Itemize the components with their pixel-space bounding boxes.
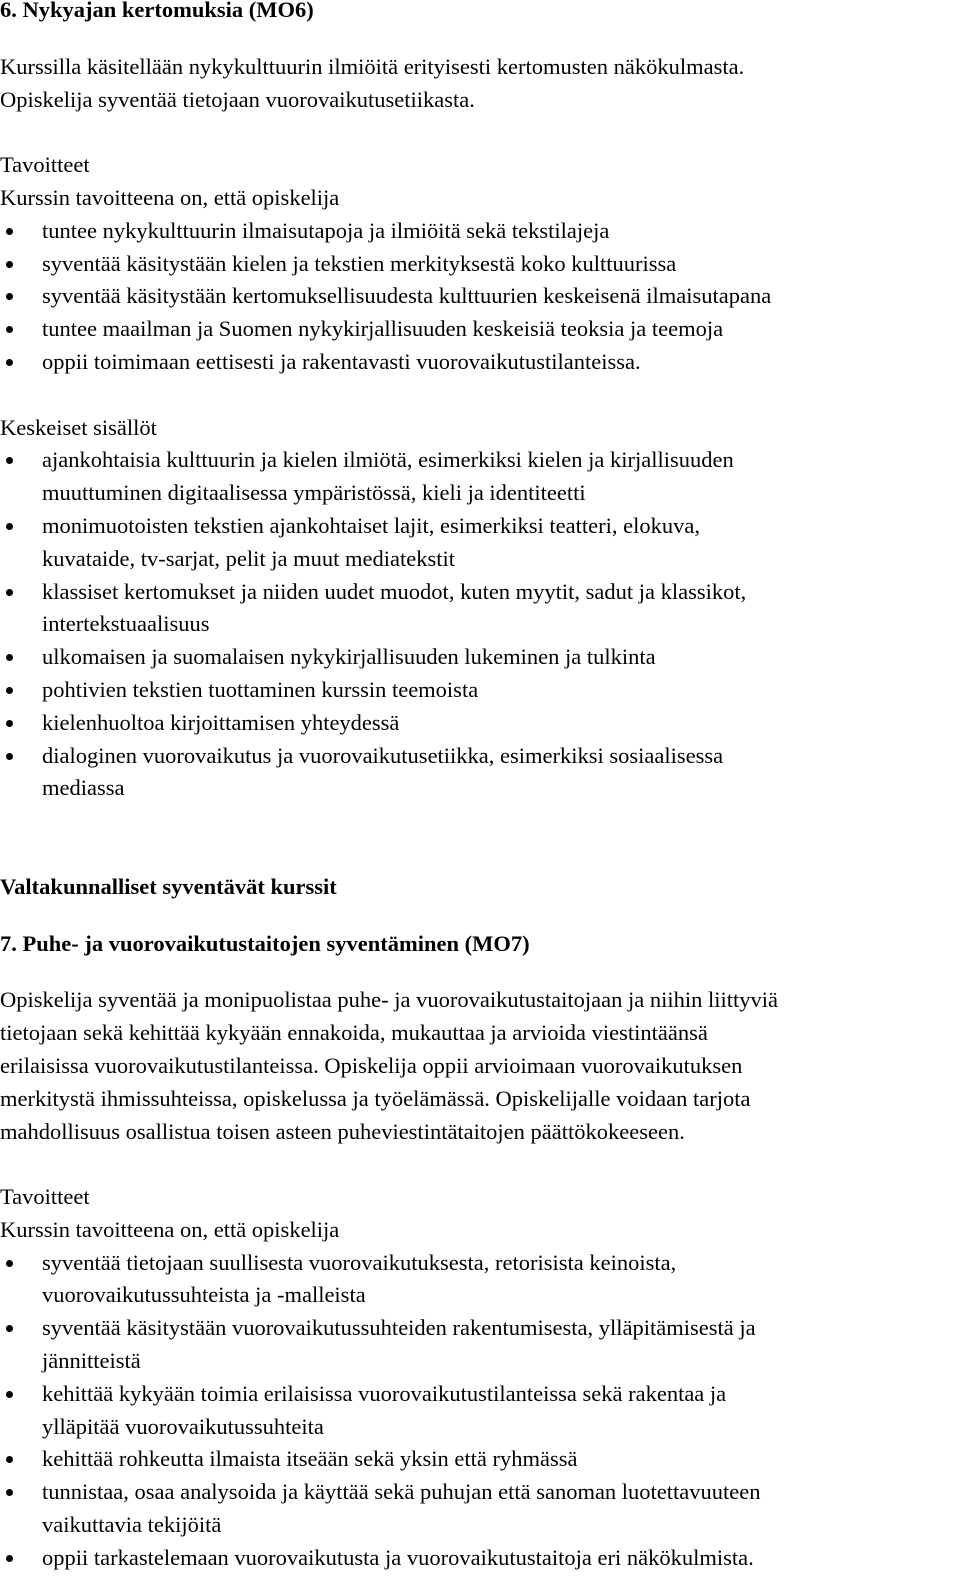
contents-label: Keskeiset sisällöt <box>0 414 157 440</box>
bullet-icon <box>6 1489 13 1496</box>
bullet-icon <box>6 326 13 333</box>
list-item-text: ajankohtaisia kulttuurin ja kielen ilmiötä, esimerkiksi kielen ja kirjallisuuden <box>42 447 734 473</box>
list-item <box>0 215 960 248</box>
intro-line: Opiskelija syventää ja monipuolistaa puhe- ja vuorovaikutustaitojaan ja niihin liittyviä <box>0 987 778 1013</box>
list-item-text: kielenhuoltoa kirjoittamisen yhteydessä <box>42 709 400 735</box>
spacer <box>0 904 960 928</box>
list-item-text: oppii tarkastelemaan vuorovaikutusta ja vuorovaikutustaitoja eri näkökulmista. <box>42 1544 754 1570</box>
bullet-icon <box>6 228 13 235</box>
list-item <box>0 1443 960 1476</box>
list-item-text: tuntee nykykulttuurin ilmaisutapoja ja ilmiöitä sekä tekstilajeja <box>42 217 610 243</box>
bullet-icon <box>6 1456 13 1463</box>
bullet-icon <box>6 1555 13 1562</box>
list-item-text: oppii toimimaan eettisesti ja rakentavasti vuorovaikutustilanteissa. <box>42 348 641 374</box>
section-6-heading: 6. Nykyajan kertomuksia (MO6) <box>0 0 314 22</box>
list-item <box>0 641 960 674</box>
spacer <box>0 116 960 149</box>
list-item-text-cont: vuorovaikutussuhteista ja -malleista <box>42 1282 366 1308</box>
list-item <box>0 346 960 379</box>
bullet-icon <box>6 1325 13 1332</box>
bullet-icon <box>6 261 13 268</box>
intro-line: Opiskelija syventää tietojaan vuorovaikutusetiikasta. <box>0 86 475 112</box>
list-item-text: syventää käsitystään vuorovaikutussuhteiden rakentumisesta, ylläpitämisestä ja <box>42 1315 756 1341</box>
spacer <box>0 1148 960 1181</box>
bullet-icon <box>6 687 13 694</box>
list-item-text: monimuotoisten tekstien ajankohtaiset lajit, esimerkiksi teatteri, elokuva, <box>42 512 700 538</box>
list-item-text-cont: intertekstuaalisuus <box>42 611 210 637</box>
section-6-contents-list <box>0 444 960 805</box>
bullet-icon <box>6 293 13 300</box>
list-item <box>0 248 960 281</box>
list-item <box>0 740 960 806</box>
bullet-icon <box>6 1391 13 1398</box>
list-item <box>0 510 960 576</box>
list-item <box>0 576 960 642</box>
spacer <box>0 27 960 51</box>
list-item <box>0 674 960 707</box>
list-item-text: tuntee maailman ja Suomen nykykirjallisuuden keskeisiä teoksia ja teemoja <box>42 316 724 342</box>
spacer <box>0 379 960 412</box>
list-item <box>0 280 960 313</box>
list-item-text-cont: vaikuttavia tekijöitä <box>42 1512 222 1538</box>
list-item-text: syventää käsitystään kertomuksellisuudesta kulttuurien keskeisenä ilmaisutapana <box>42 283 772 309</box>
list-item-text: pohtivien tekstien tuottaminen kurssin teemoista <box>42 676 479 702</box>
list-item-text: klassiset kertomukset ja niiden uudet muodot, kuten myytit, sadut ja klassikot, <box>42 578 747 604</box>
list-item <box>0 1378 960 1444</box>
intro-line: erilaisissa vuorovaikutustilanteissa. Opiskelija oppii arvioimaan vuorovaikutuksen <box>0 1052 743 1078</box>
intro-line: tietojaan sekä kehittää kykyään ennakoida, mukauttaa ja arvioida viestintäänsä <box>0 1020 708 1046</box>
bullet-icon <box>6 359 13 366</box>
goals-lead: Kurssin tavoitteena on, että opiskelija <box>0 1216 340 1242</box>
list-item-text: dialoginen vuorovaikutus ja vuorovaikutusetiikka, esimerkiksi sosiaalisessa <box>42 742 724 768</box>
bullet-icon <box>6 457 13 464</box>
list-item-text-cont: jännitteistä <box>42 1348 141 1374</box>
list-item <box>0 313 960 346</box>
list-item-text-cont: kuvataide, tv-sarjat, pelit ja muut mediatekstit <box>42 545 456 571</box>
list-item-text: kehittää kykyään toimia erilaisissa vuorovaikutustilanteissa sekä rakentaa ja <box>42 1380 727 1406</box>
list-item <box>0 444 960 510</box>
section-7-goals-list <box>0 1247 960 1575</box>
list-item <box>0 707 960 740</box>
list-item-text-cont: ylläpitää vuorovaikutussuhteita <box>42 1413 324 1439</box>
list-item <box>0 1247 960 1313</box>
section-7-heading: 7. Puhe- ja vuorovaikutustaitojen syventäminen (MO7) <box>0 930 530 956</box>
list-item-text: tunnistaa, osaa analysoida ja käyttää sekä puhujan että sanoman luotettavuuteen <box>42 1479 761 1505</box>
goals-label: Tavoitteet <box>0 152 90 178</box>
list-item <box>0 1542 960 1575</box>
bullet-icon <box>6 523 13 530</box>
bullet-icon <box>6 720 13 727</box>
section-6-intro <box>0 51 960 117</box>
goals-label: Tavoitteet <box>0 1184 90 1210</box>
spacer <box>0 960 960 984</box>
list-item-text: syventää tietojaan suullisesta vuorovaikutuksesta, retorisista keinoista, <box>42 1249 677 1275</box>
list-item <box>0 1476 960 1542</box>
bullet-icon <box>6 753 13 760</box>
list-item-text-cont: mediassa <box>42 775 125 801</box>
spacer <box>0 805 960 871</box>
goals-lead: Kurssin tavoitteena on, että opiskelija <box>0 184 340 210</box>
intro-line: mahdollisuus osallistua toisen asteen puheviestintätaitojen päättökokeeseen. <box>0 1118 685 1144</box>
section-7-intro <box>0 984 960 1148</box>
list-item-text: kehittää rohkeutta ilmaista itseään sekä yksin että ryhmässä <box>42 1446 578 1472</box>
bullet-icon <box>6 1260 13 1267</box>
national-courses-heading: Valtakunnalliset syventävät kurssit <box>0 873 337 899</box>
intro-line: Kurssilla käsitellään nykykulttuurin ilmiöitä erityisesti kertomusten näkökulmasta. <box>0 53 745 79</box>
bullet-icon <box>6 589 13 596</box>
list-item-text: syventää käsitystään kielen ja tekstien merkityksestä koko kulttuurissa <box>42 250 677 276</box>
bullet-icon <box>6 654 13 661</box>
list-item-text: ulkomaisen ja suomalaisen nykykirjallisuuden lukeminen ja tulkinta <box>42 644 656 670</box>
section-6-goals-list <box>0 215 960 379</box>
list-item <box>0 1312 960 1378</box>
list-item-text-cont: muuttuminen digitaalisessa ympäristössä, kieli ja identiteetti <box>42 480 586 506</box>
intro-line: merkitystä ihmissuhteissa, opiskelussa ja työelämässä. Opiskelijalle voidaan tarjota <box>0 1085 751 1111</box>
